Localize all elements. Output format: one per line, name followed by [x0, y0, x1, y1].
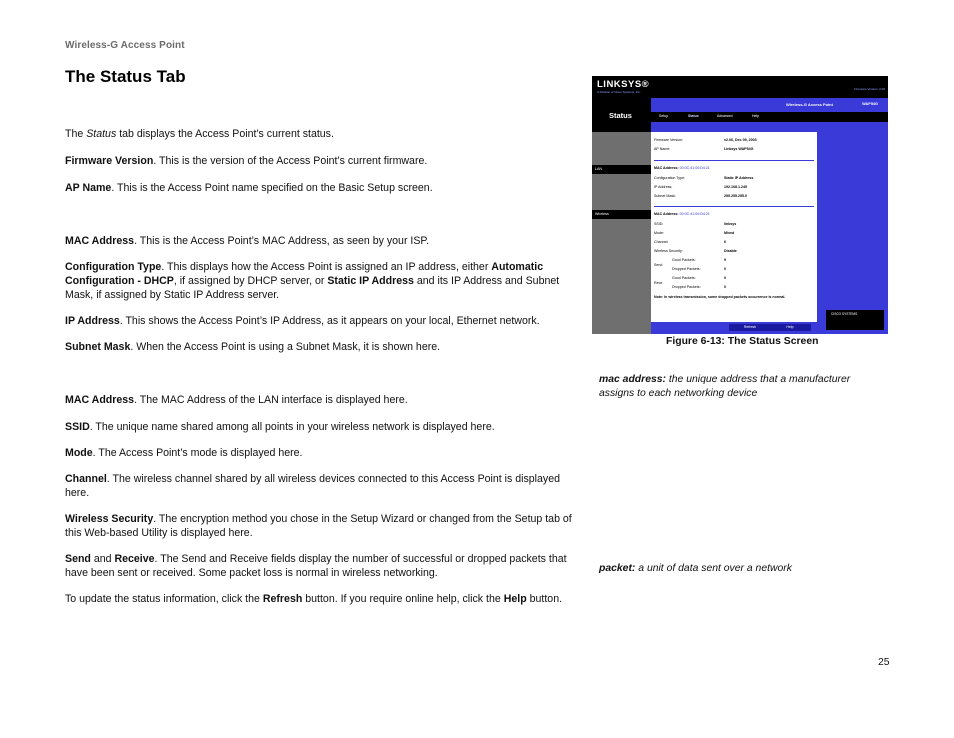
logo-tagline: A Division of Cisco Systems, Inc.	[597, 90, 641, 94]
status-screen-figure	[592, 76, 888, 334]
row-ssid-value: linksys	[724, 222, 737, 226]
linksys-logo: LINKSYS®	[597, 79, 650, 90]
row-security-value: Disable	[724, 249, 737, 253]
paragraph-mode: Mode. The Access Point’s mode is displayed here.	[65, 447, 303, 459]
row-apname-key: AP Name:	[654, 147, 671, 151]
figure-status-heading: Status	[592, 98, 651, 132]
row-send-good-key: Good Packets:	[672, 258, 696, 262]
paragraph-intro: The Status tab displays the Access Point’s current status.	[65, 128, 334, 140]
paragraph-config-type: Configuration Type. This displays how the Access Point is assigned an IP address, either Automatic Configuration - DHCP, if assigned by DHCP server, or Static IP Address and its IP Address and Subnet Mask, if assigned by Static IP Address server.	[65, 261, 560, 301]
row-note: Note: In wireless transmission, some dropped packets occurrence is normal.	[654, 295, 786, 299]
figure-tab-bar	[651, 112, 888, 122]
firmware-corner-label: Firmware Version: 2.00	[854, 87, 885, 91]
tab-setup[interactable]: Setup	[659, 114, 669, 118]
paragraph-mac: MAC Address. This is the Access Point’s MAC Address, as seen by your ISP.	[65, 235, 430, 247]
row-receive-label: Rece	[654, 281, 663, 285]
paragraph-ip-address: IP Address. This shows the Access Point’s IP Address, as it appears on your local, Ethernet network.	[65, 315, 540, 327]
refresh-button[interactable]: Refresh	[729, 324, 771, 331]
row-wireless-mac: MAC Address: 00:0C:41:00:D4:21	[654, 212, 710, 216]
row-subnet-key: Subnet Mask:	[654, 194, 676, 198]
tab-status[interactable]: Status	[688, 114, 699, 118]
help-button[interactable]: Help	[769, 324, 811, 331]
row-firmware-key: Firmware Version:	[654, 138, 683, 142]
body-text	[65, 127, 587, 606]
row-security-key: Wireless Security:	[654, 249, 683, 253]
figure-right-sidebar	[817, 132, 888, 334]
row-recv-good-key: Good Packets:	[672, 276, 696, 280]
row-recv-dropped-key: Dropped Packets:	[672, 285, 701, 289]
paragraph-wireless-security: Wireless Security. The encryption method you chose in the Setup Wizard or changed from the Setup tab of this Web-based Utility is displayed here.	[65, 513, 572, 539]
paragraph-firmware: Firmware Version. This is the version of the Access Point’s current firmware.	[65, 155, 428, 167]
tab-advanced[interactable]: Advanced	[717, 114, 733, 118]
row-lanmac: MAC Address: 00:0C:41:00:D4:21	[654, 166, 710, 170]
row-send-dropped-value: 0	[724, 267, 726, 271]
section-title: The Status Tab	[65, 67, 186, 86]
figure-model: WAP54G	[862, 102, 878, 106]
glossary-packet: packet: a unit of data sent over a network	[599, 563, 792, 574]
divider	[654, 206, 814, 207]
tab-help[interactable]: Help	[752, 114, 760, 118]
page-number: 25	[878, 657, 890, 668]
row-send-dropped-key: Dropped Packets:	[672, 267, 701, 271]
figure-product-title: Wireless-G Access Point	[786, 102, 833, 107]
row-recv-dropped-value: 0	[724, 285, 726, 289]
row-send-good-value: 9	[724, 258, 726, 262]
paragraph-send-receive: Send and Receive. The Send and Receive fields display the number of successful or dropped packets that have been sent or received. Some packet loss is normal in wireless networking.	[65, 553, 567, 579]
row-subnet-value: 255.255.255.0	[724, 194, 747, 198]
row-ip-key: IP Address:	[654, 185, 673, 189]
row-recv-good-value: 0	[724, 276, 726, 280]
figure-header-bar	[592, 76, 888, 98]
row-mode-key: Mode:	[654, 231, 664, 235]
cisco-logo: CISCO SYSTEMS	[826, 310, 884, 330]
divider	[654, 160, 814, 161]
row-channel-value: 6	[724, 240, 726, 244]
row-ssid-key: SSID:	[654, 222, 664, 226]
paragraph-update: To update the status information, click the Refresh button. If you require online help, click the Help button.	[65, 593, 563, 605]
row-channel-key: Channel:	[654, 240, 669, 244]
row-send-label: Send	[654, 263, 663, 267]
wireless-section-label: Wireless	[592, 210, 651, 219]
row-config-value: Static IP Address	[724, 176, 754, 180]
row-config-key: Configuration Type:	[654, 176, 686, 180]
glossary-mac-address: mac address: the unique address that a manufacturer assigns to each networking device	[599, 374, 851, 399]
paragraph-ap-name: AP Name. This is the Access Point name specified on the Basic Setup screen.	[65, 182, 433, 194]
lan-section-label: LAN	[592, 165, 651, 174]
figure-button-bar	[651, 322, 817, 334]
paragraph-subnet-mask: Subnet Mask. When the Access Point is using a Subnet Mask, it is shown here.	[65, 341, 441, 353]
row-firmware-value: v2.06, Dec 09, 2003	[724, 138, 757, 142]
paragraph-lan-mac: MAC Address. The MAC Address of the LAN interface is displayed here.	[65, 394, 408, 406]
running-head: Wireless-G Access Point	[65, 40, 185, 51]
row-mode-value: Mixed	[724, 231, 735, 235]
paragraph-ssid: SSID. The unique name shared among all points in your wireless network is displayed here.	[65, 421, 495, 433]
figure-title-band	[651, 98, 888, 132]
paragraph-channel: Channel. The wireless channel shared by all wireless devices connected to this Access Point is displayed here.	[65, 473, 561, 499]
row-apname-value: Linksys WAP54G	[724, 147, 754, 151]
figure-caption: Figure 6-13: The Status Screen	[666, 336, 819, 347]
row-ip-value: 192.168.1.245	[724, 185, 747, 189]
